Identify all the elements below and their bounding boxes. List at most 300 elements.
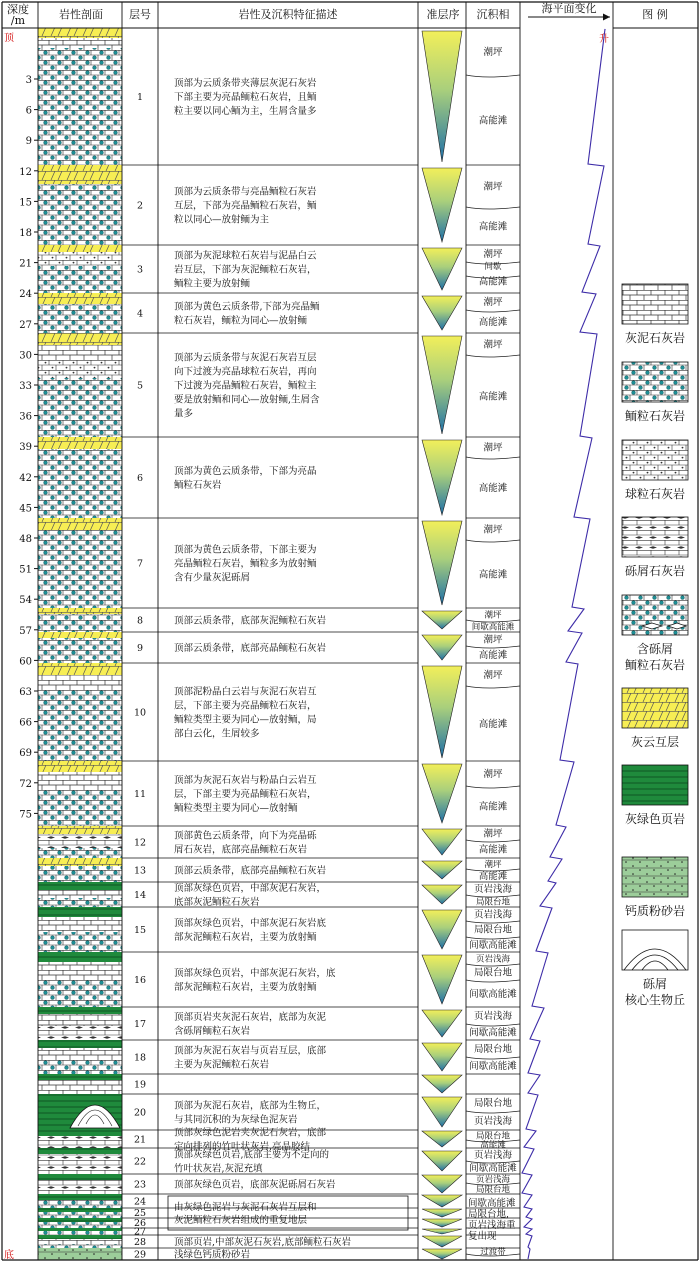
lith-bed-38	[38, 932, 122, 952]
layer-description-line: 顶部灰绿色页岩,底部主要为不定向的	[174, 1149, 330, 1161]
parasequence-triangle	[422, 31, 462, 162]
lith-bed-39	[38, 952, 122, 962]
lith-bed-54	[38, 1154, 122, 1174]
facies-boundary	[466, 310, 520, 312]
facies-label: 局限台地	[473, 1098, 513, 1109]
lith-bed-41	[38, 980, 122, 1007]
facies-label: 页岩浅海	[473, 1116, 513, 1127]
sealevel-rise-label: 升	[599, 34, 609, 45]
group-description-line: 由灰绿色泥岩与灰泥石灰岩互层和	[174, 1202, 317, 1213]
lith-bed-62	[38, 1222, 122, 1228]
layer-description-line: 粒石灰岩，鲕粒为同心—放射鲕	[174, 315, 308, 327]
bottom-label: 底	[4, 1250, 14, 1261]
depth-tick-label: 18	[19, 228, 32, 239]
layer-number: 28	[133, 1237, 147, 1248]
lith-bed-53	[38, 1148, 122, 1154]
layer-description-line: 顶部为黄色云质条带，下部主要为	[174, 544, 317, 556]
legend-label: 鲕粒石灰岩	[624, 658, 686, 672]
facies-boundary	[466, 355, 520, 357]
lith-bed-3	[38, 165, 122, 184]
lith-bed-65	[38, 1235, 122, 1239]
lith-bed-13	[38, 378, 122, 437]
facies-boundary	[466, 921, 520, 923]
depth-tick-label: 72	[19, 778, 32, 790]
depth-tick-label: 60	[19, 656, 32, 668]
facies-boundary	[466, 646, 520, 648]
facies-label: 高能滩	[478, 276, 508, 288]
layer-description-line: 顶部为云质条带夹薄层灰泥石灰岩	[174, 78, 317, 89]
lith-bed-33	[38, 882, 122, 890]
top-label: 顶	[4, 33, 14, 44]
sealevel-arrowhead	[603, 14, 610, 21]
depth-tick-label: 36	[19, 411, 32, 423]
layer-description-line: 顶部灰绿色页岩，底部灰泥砾屑石灰岩	[174, 1179, 336, 1191]
facies-label: 潮坪	[484, 860, 502, 870]
layer-description-line: 下部主要为亮晶鲕粒石灰岩，且鲕	[174, 92, 317, 103]
parasequence-triangle	[422, 1175, 462, 1193]
depth-tick-label: 48	[19, 534, 32, 545]
layer-description-line: 与其同沉积的为灰绿色泥灰岩	[174, 1114, 298, 1126]
facies-boundary	[466, 1024, 520, 1026]
layer-description-line: 顶部为黄色云质条带,下部为亮晶鲕	[174, 301, 320, 313]
facies-label: 潮坪	[484, 610, 502, 621]
sealevel-polyline	[522, 29, 605, 1259]
group-facies-line: 复出现	[468, 1231, 497, 1242]
layer-description-line: 层，下部主要为亮晶鲕粒石灰岩，	[174, 789, 317, 800]
legend-item-shale	[622, 765, 688, 826]
layer-description-line: 顶部灰绿色泥岩夹灰泥石灰岩，底部	[174, 1127, 327, 1139]
lith-bed-17	[38, 530, 122, 608]
layer-number: 29	[133, 1249, 147, 1261]
facies-label: 高能滩	[478, 719, 508, 730]
facies-label: 局限台地	[473, 924, 513, 936]
depth-tick-label: 42	[19, 472, 32, 484]
facies-label: 潮坪	[483, 670, 503, 681]
facies-label: 间歇高能滩	[469, 989, 517, 1000]
parasequence-triangle	[422, 885, 462, 904]
facies-label: 高能滩	[478, 569, 508, 581]
layer-description-line: 部灰泥鲕粒石灰岩，主要为放射鲕	[174, 932, 317, 943]
header-depth: 深度	[7, 3, 29, 16]
layer-number: 21	[133, 1134, 147, 1146]
lith-bed-27	[38, 790, 122, 826]
lith-bed-9	[38, 304, 122, 333]
layer-description-line: 主要为灰泥鲕粒石灰岩	[174, 1059, 270, 1071]
parasequence-triangle	[422, 1249, 462, 1259]
lith-bed-20	[38, 632, 122, 638]
depth-tick-label: 24	[19, 289, 32, 301]
facies-label: 高能滩	[478, 844, 508, 856]
lith-bed-64	[38, 1231, 122, 1235]
parasequence-triangle	[422, 168, 462, 242]
parasequence-triangle	[422, 1151, 462, 1171]
facies-label: 潮坪	[483, 828, 503, 840]
facies-label: 间歇高能滩	[469, 1027, 517, 1039]
parasequence-triangle	[422, 666, 462, 758]
facies-boundary	[466, 980, 520, 982]
facies-label: 潮坪	[483, 181, 503, 193]
layer-number: 23	[133, 1179, 147, 1191]
lith-bed-8	[38, 293, 122, 304]
layer-description-line: 部灰泥鲕粒石灰岩，主要为放射鲕	[174, 982, 317, 993]
lith-bed-11	[38, 345, 122, 360]
legend-label: 砾屑	[642, 977, 668, 991]
layer-description-line: 要是放射鲕和同心—放射鲕,生屑含	[174, 394, 320, 406]
layer-number: 16	[133, 975, 147, 986]
parasequence-triangle	[422, 336, 462, 434]
layer-number: 25	[133, 1207, 147, 1219]
lith-bed-31	[38, 858, 122, 866]
parasequence-triangle	[422, 1195, 462, 1207]
lith-bed-0	[38, 28, 122, 38]
lith-bed-37	[38, 917, 122, 932]
layer-number: 20	[133, 1107, 147, 1119]
lith-bed-7	[38, 266, 122, 293]
parasequence-triangle	[422, 1097, 462, 1127]
lith-bed-1	[38, 38, 122, 48]
facies-label: 过渡带	[480, 1247, 506, 1258]
sealevel-curve	[522, 29, 605, 1259]
depth-tick-label: 33	[19, 381, 32, 392]
legend-label: 球粒石灰岩	[624, 487, 686, 501]
layer-description-line: 顶部灰绿色页岩，中部灰泥石灰岩底	[174, 918, 327, 929]
depth-tick-label: 39	[19, 442, 32, 454]
lith-bed-58	[38, 1200, 122, 1208]
legend-label: 砾屑石灰岩	[624, 564, 686, 578]
layer-number: 8	[136, 615, 144, 627]
layer-number: 12	[133, 837, 147, 849]
lith-bed-23	[38, 675, 122, 690]
facies-boundary	[466, 840, 520, 842]
layer-number: 18	[133, 1052, 147, 1064]
depth-tick-label: 63	[19, 687, 32, 698]
layer-number: 1	[136, 92, 144, 103]
layer-description-line: 顶部为黄色云质条带，下部为亮晶	[174, 466, 317, 477]
lith-bed-26	[38, 772, 122, 790]
lithology-profile	[38, 28, 122, 1260]
sequence-column	[422, 31, 462, 1259]
facies-label: 页岩浅海	[475, 954, 511, 965]
facies-label: 页岩浅海	[475, 1175, 511, 1185]
layer-description-line: 量多	[174, 408, 194, 420]
lith-bed-60	[38, 1212, 122, 1218]
layer-description-line: 鲕粒类型主要为同心—放射鲕	[174, 803, 298, 814]
layer-description-line: 顶部云质条带，底部亮晶鲕粒石灰岩	[174, 643, 327, 654]
header-depth-unit: /m	[10, 14, 26, 27]
legend	[622, 284, 688, 1007]
layer-number: 4	[136, 308, 144, 320]
parasequence-triangle	[422, 635, 462, 660]
lith-bed-15	[38, 449, 122, 518]
lith-bed-28	[38, 826, 122, 834]
lith-bed-57	[38, 1194, 122, 1200]
lith-bed-55	[38, 1174, 122, 1180]
layer-description-line: 顶部为灰泥石灰岩，底部为生物丘，	[174, 1100, 327, 1112]
lith-bed-47	[38, 1060, 122, 1074]
lith-bed-40	[38, 962, 122, 980]
facies-boundary	[466, 540, 520, 542]
layer-number: 15	[133, 925, 147, 936]
parasequence-triangle	[422, 955, 462, 1004]
layer-description-line: 顶部为云质条带与灰泥石灰岩互层	[174, 352, 317, 364]
layer-description-line: 层，下部主要为亮晶鲕粒石灰岩，	[174, 700, 317, 712]
parasequence-triangle	[422, 248, 462, 290]
depth-tick-label: 15	[19, 197, 32, 209]
parasequence-triangle	[422, 861, 462, 879]
layer-number: 7	[136, 558, 144, 570]
lith-bed-12	[38, 360, 122, 378]
depth-tick-label: 54	[19, 595, 32, 607]
layer-description-line: 粒以同心—放射鲕为主	[174, 214, 270, 226]
legend-swatch	[622, 688, 688, 728]
facies-boundary	[466, 457, 520, 459]
layer-description-line: 顶部灰绿色页岩，中部灰泥石灰岩，底	[174, 968, 336, 979]
group-facies-line: 间歇高能滩	[468, 1198, 516, 1209]
layer-description-line: 顶部云质条带，底部灰泥鲕粒石灰岩	[174, 615, 327, 627]
legend-item-silt	[622, 857, 688, 918]
legend-label: 灰云互层	[630, 735, 680, 749]
facies-label: 潮坪	[483, 249, 503, 260]
parasequence-triangle	[422, 296, 462, 330]
lith-bed-42	[38, 1007, 122, 1014]
legend-label: 含砾屑	[636, 642, 674, 656]
facies-label: 高能滩	[478, 650, 508, 661]
legend-label: 钙质粉砂岩	[624, 904, 686, 918]
lith-bed-25	[38, 761, 122, 772]
layer-description-line: 粒主要以同心鲕为主，生屑含量多	[174, 106, 317, 117]
facies-label: 潮坪	[483, 634, 503, 646]
layer-description-line: 顶部页岩夹灰泥石灰岩，底部为灰泥	[174, 1012, 327, 1023]
layer-description-line: 鲕粒类型主要为同心—放射鲕，局	[174, 714, 317, 726]
parasequence-triangle	[422, 1075, 462, 1093]
header-profile: 岩性剖面	[59, 8, 103, 21]
legend-item-oolite	[622, 362, 688, 423]
legend-item-pellet	[622, 440, 688, 501]
depth-tick-label: 75	[19, 809, 32, 821]
facies-boundary	[466, 207, 520, 209]
legend-label: 核心生物丘	[624, 993, 686, 1007]
header-description: 岩性及沉积特征描述	[238, 8, 338, 21]
group-facies-line: 页岩浅海重	[468, 1220, 516, 1231]
depth-tick-label: 69	[19, 748, 32, 760]
layer-number: 13	[133, 865, 147, 877]
lith-bed-48	[38, 1074, 122, 1080]
parasequence-triangle	[422, 1236, 462, 1247]
layer-description-line: 顶部黄色云质条带，向下为亮晶砾	[174, 830, 317, 842]
parasequence-triangle	[422, 1219, 462, 1227]
lith-bed-56	[38, 1180, 122, 1194]
lith-bed-68	[38, 1248, 122, 1260]
layer-description-line: 鲕粒主要为放射鲕	[174, 278, 251, 290]
layer-number: 27	[133, 1226, 147, 1238]
parasequence-triangle	[422, 611, 462, 629]
layer-number: 26	[133, 1217, 147, 1229]
lith-bed-21	[38, 638, 122, 663]
layer-description-line: 定向排列的竹叶状灰岩,亮晶胶结	[174, 1141, 311, 1153]
facies-label: 间歇高能滩	[469, 1061, 517, 1072]
facies-label: 局限台地	[473, 967, 513, 979]
group-description-line: 灰泥鲕粒石灰岩组成的重复地层	[174, 1215, 308, 1226]
lith-bed-45	[38, 1040, 122, 1048]
lith-bed-6	[38, 252, 122, 266]
lith-bed-67	[38, 1244, 122, 1248]
layer-description-line: 顶部为灰泥石灰岩与页岩互层，底部	[174, 1045, 327, 1057]
layer-number: 17	[133, 1019, 147, 1030]
facies-label: 高能滩	[478, 871, 508, 882]
depth-tick-label: 30	[19, 350, 32, 362]
layer-description-line: 底部灰泥鲕粒石灰岩	[174, 897, 260, 908]
facies-label: 间歇高能滩	[469, 940, 517, 951]
lith-bed-63	[38, 1228, 122, 1231]
layer-description-line: 亮晶鲕粒石灰岩，鲕粒多为放射鲕	[174, 558, 317, 570]
facies-label: 页岩浅海	[473, 1150, 513, 1161]
legend-item-rudite	[622, 517, 688, 578]
facies-boundary	[466, 75, 520, 77]
layer-number: 3	[136, 264, 144, 276]
layer-description-line: 顶部泥粉晶白云岩与灰泥石灰岩互	[174, 686, 317, 698]
depth-tick-label: 45	[19, 503, 32, 515]
lith-bed-52	[38, 1136, 122, 1148]
lith-bed-16	[38, 518, 122, 530]
layer-description-line: 含砾屑鲕粒石灰岩	[174, 1026, 251, 1037]
facies-label: 页岩浅海	[473, 1011, 513, 1022]
lith-bed-18	[38, 608, 122, 614]
facies-label: 页岩浅海	[473, 884, 513, 895]
header-facies: 沉积相	[476, 8, 510, 21]
lith-bed-46	[38, 1048, 122, 1060]
layer-description-line: 互层，下部为亮晶鲕粒石灰岩，鲕	[174, 200, 317, 212]
layer-description-line: 向下过渡为亮晶球粒石灰岩，再向	[174, 366, 317, 378]
facies-label: 高能滩	[478, 391, 508, 403]
facies-boundary	[466, 686, 520, 688]
layer-description-line: 顶部为云质条带与亮晶鲕粒石灰岩	[174, 186, 317, 198]
facies-label: 高能滩	[478, 801, 508, 813]
facies-boundary	[466, 937, 520, 939]
parasequence-triangle	[422, 1209, 462, 1217]
layer-number: 6	[136, 473, 144, 484]
lith-bed-34	[38, 890, 122, 898]
facies-label: 间歇	[484, 262, 502, 272]
layer-description-line: 顶部灰绿色页岩，中部灰泥石灰岩，	[174, 883, 327, 894]
legend-swatch	[622, 440, 688, 480]
lith-bed-61	[38, 1218, 122, 1222]
layer-number: 24	[133, 1196, 147, 1208]
lith-bed-66	[38, 1239, 122, 1244]
legend-item-rudoolite	[622, 595, 688, 672]
depth-tick-label: 21	[19, 258, 32, 270]
depth-axis	[19, 75, 38, 820]
depth-tick-label: 3	[25, 75, 32, 86]
facies-label: 页岩浅海	[473, 909, 513, 921]
layer-description-line: 竹叶状灰岩,灰泥充填	[174, 1163, 263, 1175]
facies-label: 高能滩	[478, 317, 508, 328]
layer-descriptions	[134, 46, 517, 1261]
facies-label: 潮坪	[483, 47, 503, 58]
facies-label: 局限台地	[475, 1185, 511, 1195]
legend-swatch	[622, 930, 688, 970]
lith-bed-51	[38, 1130, 122, 1136]
lith-bed-14	[38, 437, 122, 449]
parasequence-triangle	[422, 521, 462, 605]
lith-bed-10	[38, 333, 122, 345]
facies-label: 潮坪	[483, 524, 503, 536]
lith-bed-32	[38, 866, 122, 882]
header-layer: 层号	[129, 8, 151, 21]
layer-number: 14	[133, 890, 147, 901]
depth-tick-label: 57	[19, 625, 32, 637]
facies-label: 高能滩	[478, 115, 508, 127]
group-facies-line: 局限台地,	[468, 1209, 510, 1220]
facies-label: 间歇高能滩	[471, 622, 515, 633]
layer-description-line: 屑石灰岩，底部亮晶鲕粒石灰岩	[174, 844, 308, 856]
lith-bed-49	[38, 1080, 122, 1094]
layer-description-line: 浅绿色钙质粉砂岩	[174, 1249, 251, 1261]
depth-tick-label: 51	[19, 564, 32, 576]
header-legend: 图 例	[642, 8, 668, 21]
legend-swatch	[622, 857, 688, 897]
parasequence-triangle	[422, 440, 462, 515]
header-sealevel: 海平面变化	[541, 2, 597, 15]
parasequence-triangle	[422, 910, 462, 949]
facies-boundary	[466, 1111, 520, 1113]
lith-bed-19	[38, 614, 122, 632]
layer-description-line: 顶部为灰泥球粒石灰岩与泥晶白云	[174, 250, 317, 262]
facies-boundary	[466, 1057, 520, 1059]
parasequence-triangle	[422, 829, 462, 855]
parasequence-triangle	[422, 1043, 462, 1071]
layer-description-line: 岩互层，下部为灰泥鲕粒石灰岩，	[174, 264, 317, 276]
layer-number: 2	[136, 200, 144, 212]
layer-number: 5	[136, 380, 144, 392]
facies-label: 局限台地	[475, 1131, 511, 1142]
legend-item-mound	[622, 930, 688, 1007]
lith-bed-4	[38, 184, 122, 245]
legend-item-dolo	[622, 688, 688, 749]
legend-swatch	[622, 517, 688, 557]
layer-description-line: 鲕粒石灰岩	[174, 480, 222, 491]
legend-swatch	[622, 362, 688, 402]
parasequence-triangle	[422, 1131, 462, 1147]
lith-bed-44	[38, 1026, 122, 1040]
facies-boundary	[466, 786, 520, 788]
facies-label: 高能滩	[480, 1140, 506, 1151]
layer-description-line: 部白云化，生屑较多	[174, 728, 260, 740]
legend-swatch	[622, 765, 688, 805]
facies-label: 高能滩	[478, 483, 508, 494]
lith-bed-36	[38, 907, 122, 917]
facies-label: 局限台地	[473, 1044, 513, 1055]
parasequence-triangle	[422, 1010, 462, 1037]
lith-bed-5	[38, 245, 122, 252]
facies-label: 潮坪	[483, 339, 503, 351]
facies-label: 高能滩	[478, 221, 508, 233]
layer-description-line: 下过渡为亮晶鲕粒石灰岩，鲕粒主	[174, 380, 317, 392]
layer-number: 11	[133, 789, 147, 800]
lith-bed-59	[38, 1208, 122, 1212]
layer-number: 22	[133, 1156, 147, 1168]
header-sequence: 准层序	[426, 8, 460, 21]
lith-bed-30	[38, 848, 122, 858]
layer-number: 10	[133, 707, 147, 719]
legend-swatch	[622, 284, 688, 324]
layer-description-line: 顶部云质条带，底部亮晶鲕粒石灰岩	[174, 865, 327, 877]
lith-bed-24	[38, 690, 122, 761]
facies-label: 潮坪	[483, 769, 503, 780]
parasequence-triangle	[422, 764, 462, 823]
lith-bed-2	[38, 48, 122, 165]
facies-label: 潮坪	[483, 442, 503, 454]
depth-tick-label: 9	[25, 136, 32, 148]
